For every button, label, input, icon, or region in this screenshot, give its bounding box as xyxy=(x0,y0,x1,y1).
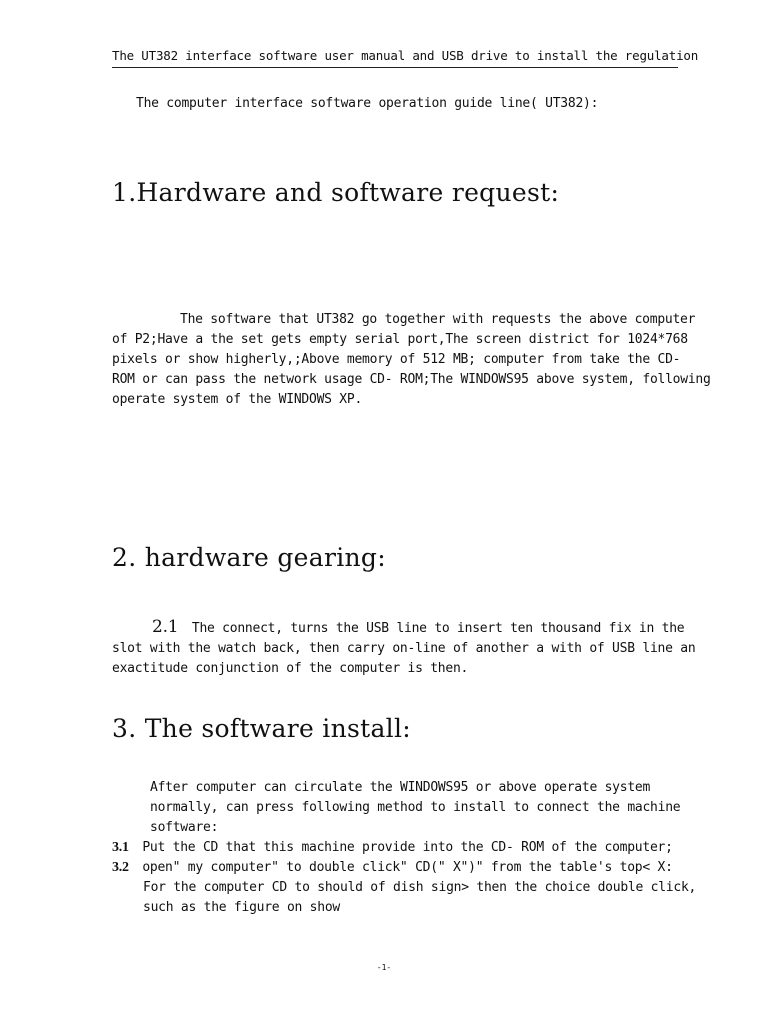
section-2-para-line: exactitude conjunction of the computer is then. xyxy=(112,661,469,676)
step-text: open" my computer" to double click" CD(" X")" from the table's top< X: xyxy=(142,860,673,875)
step-text: Put the CD that this machine provide into the CD- ROM of the computer; xyxy=(142,840,673,855)
section-1-para-line: pixels or show higherly,;Above memory of 512 MB; computer from take the CD- xyxy=(112,352,681,367)
page-number: -1- xyxy=(376,963,392,972)
step-number: 3.1 xyxy=(112,840,129,855)
install-step xyxy=(112,860,673,876)
subsection-number: 2.1 xyxy=(152,617,179,637)
section-1-para-line: operate system of the WINDOWS XP. xyxy=(112,392,363,407)
header-rule xyxy=(112,67,678,68)
step-text: such as the figure on show xyxy=(143,900,340,915)
section-2-para-line: slot with the watch back, then carry on-line of another a with of USB line an xyxy=(112,641,696,656)
section-1-para-line: of P2;Have a the set gets empty serial port,The screen district for 1024*768 xyxy=(112,332,688,347)
section-1-para-line: ROM or can pass the network usage CD- ROM;The WINDOWS95 above system, following xyxy=(112,372,711,387)
section-2-heading: 2. hardware gearing: xyxy=(112,543,386,572)
section-3-intro-line: After computer can circulate the WINDOWS95 or above operate system xyxy=(150,780,651,795)
section-2-para-line: The connect, turns the USB line to insert ten thousand fix in the xyxy=(191,621,685,636)
running-header: The UT382 interface software user manual and USB drive to install the regulation xyxy=(112,48,699,63)
step-text: For the computer CD to should of dish sign> then the choice double click, xyxy=(143,880,697,895)
section-1-para-line: The software that UT382 go together with requests the above computer xyxy=(180,312,696,327)
section-3-intro-line: normally, can press following method to install to connect the machine xyxy=(150,800,681,815)
section-3-heading: 3. The software install: xyxy=(112,714,411,743)
intro-line: The computer interface software operation guide line( UT382): xyxy=(136,96,599,111)
section-1-heading: 1.Hardware and software request: xyxy=(112,178,560,207)
section-2-para-first-line xyxy=(152,617,684,637)
install-step xyxy=(112,840,673,856)
step-number: 3.2 xyxy=(112,860,129,875)
section-3-intro-line: software: xyxy=(150,820,219,835)
